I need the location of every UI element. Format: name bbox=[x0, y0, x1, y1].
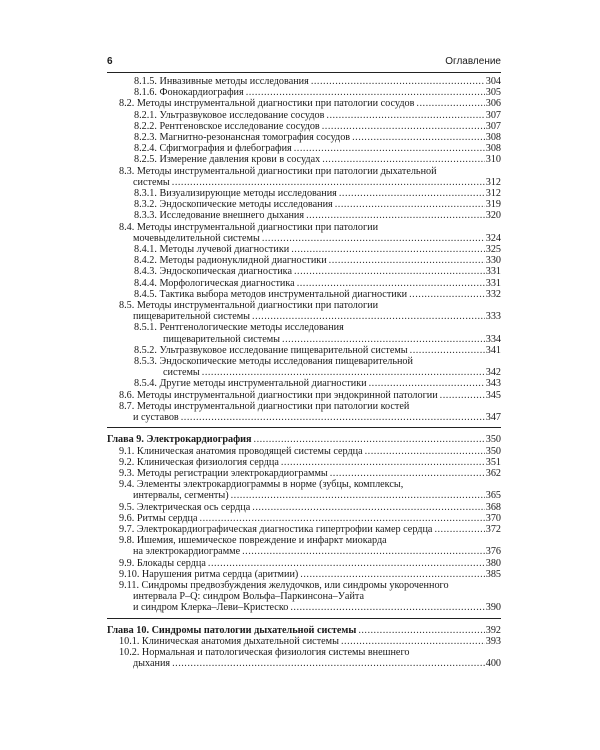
toc-entry[interactable] bbox=[107, 76, 501, 87]
dot-leader bbox=[291, 244, 484, 255]
dot-leader bbox=[339, 188, 485, 199]
toc-entry-title: 8.7. Методы инструментальной диагностики при патологии костей bbox=[119, 400, 410, 412]
toc-entry-title: 9.7. Электрокардиографическая диагностика гипертрофии камер сердца bbox=[119, 523, 433, 535]
dot-leader bbox=[311, 76, 485, 87]
toc-page-number: 362 bbox=[485, 467, 501, 479]
toc-entry[interactable] bbox=[107, 121, 501, 132]
toc-entry-title: 9.11. Синдромы предвозбуждения желудочков, или синдромы укороченного bbox=[119, 579, 449, 591]
toc-page-number: 392 bbox=[485, 624, 501, 636]
toc-entry-title: 8.2.5. Измерение давления крови в сосудах bbox=[134, 154, 321, 166]
running-title: Оглавление bbox=[445, 56, 501, 67]
toc-page-number: 307 bbox=[485, 120, 501, 132]
toc-entry-title: Глава 9. Электрокардиография bbox=[107, 434, 252, 446]
dot-leader bbox=[306, 210, 485, 221]
toc-entry[interactable] bbox=[107, 132, 501, 143]
dot-leader bbox=[208, 558, 485, 569]
chapter-divider bbox=[107, 427, 501, 428]
toc-page-number: 342 bbox=[485, 367, 501, 379]
dot-leader bbox=[341, 636, 485, 647]
toc-entry-title: 8.5. Методы инструментальной диагностики при патологии bbox=[119, 300, 379, 312]
toc-entry[interactable] bbox=[107, 345, 501, 356]
dot-leader bbox=[409, 289, 485, 300]
dot-leader bbox=[294, 143, 485, 154]
dot-leader bbox=[294, 266, 485, 277]
toc-page-number: 343 bbox=[485, 378, 501, 390]
toc-entry-title: 9.8. Ишемия, ишемическое повреждение и инфаркт миокарда bbox=[119, 535, 387, 547]
toc-entry[interactable] bbox=[107, 446, 501, 457]
toc-entry-title: 8.3. Методы инструментальной диагностики при патологии дыхательной bbox=[119, 165, 437, 177]
toc-entry[interactable] bbox=[107, 166, 501, 188]
toc-entry[interactable] bbox=[107, 558, 501, 569]
dot-leader bbox=[365, 446, 485, 457]
toc-entry-title: 8.5.3. Эндоскопические методы исследования пищеварительной bbox=[134, 356, 413, 368]
dot-leader bbox=[281, 457, 485, 468]
toc-entry[interactable] bbox=[107, 110, 501, 121]
toc-entry-title: 8.5.2. Ультразвуковое исследование пищеварительной системы bbox=[134, 344, 408, 356]
toc-page-number: 341 bbox=[485, 344, 501, 356]
toc-entry[interactable] bbox=[107, 513, 501, 524]
toc-entry-title: 9.6. Ритмы сердца bbox=[119, 512, 198, 524]
toc-page-number: 390 bbox=[485, 602, 501, 614]
toc-entry-title: 8.4.2. Методы радионуклидной диагностики bbox=[134, 255, 327, 267]
toc-page-number: 305 bbox=[485, 87, 501, 99]
toc-entry[interactable] bbox=[107, 266, 501, 277]
toc-page-number: 330 bbox=[485, 255, 501, 267]
dot-leader bbox=[434, 524, 484, 535]
toc-entry-title: 8.3.2. Эндоскопические методы исследования bbox=[134, 199, 333, 211]
toc-entry-title: 8.2.2. Рентгеновское исследование сосудов bbox=[134, 120, 320, 132]
dot-leader bbox=[231, 490, 485, 501]
dot-leader bbox=[181, 412, 485, 423]
dot-leader bbox=[242, 546, 485, 557]
toc-entry[interactable] bbox=[107, 535, 501, 557]
toc-page-number: 332 bbox=[485, 288, 501, 300]
toc-entry[interactable] bbox=[107, 390, 501, 401]
toc-entry[interactable] bbox=[107, 322, 501, 344]
toc-entry-title: и суставов bbox=[133, 412, 179, 424]
toc-entry-title: 10.2. Нормальная и патологическая физиология системы внешнего bbox=[119, 646, 410, 658]
toc-entry-title: 9.4. Элементы электрокардиограммы в норме (зубцы, комплексы, bbox=[119, 479, 404, 491]
toc-entry[interactable] bbox=[107, 401, 501, 423]
dot-leader bbox=[416, 98, 484, 109]
toc-entry-title: 9.2. Клиническая физиология сердца bbox=[119, 456, 279, 468]
toc-entry[interactable] bbox=[107, 468, 501, 479]
dot-leader bbox=[262, 233, 485, 244]
dot-leader bbox=[410, 345, 485, 356]
toc-entry-title: интервалы, сегменты) bbox=[133, 490, 229, 502]
toc-entry-title: 8.2. Методы инструментальной диагностики при патологии сосудов bbox=[119, 98, 415, 110]
toc-entry-title: 8.3.1. Визуализирующие методы исследования bbox=[134, 188, 337, 200]
toc-page-number: 350 bbox=[485, 445, 501, 457]
toc-page-number: 320 bbox=[485, 210, 501, 222]
toc-entry-title: Глава 10. Синдромы патологии дыхательной системы bbox=[107, 624, 357, 636]
toc-entry-title: 8.4.3. Эндоскопическая диагностика bbox=[134, 266, 292, 278]
toc-page-number: 310 bbox=[485, 154, 501, 166]
toc-entry[interactable] bbox=[107, 647, 501, 669]
dot-leader bbox=[172, 177, 485, 188]
toc-page-number: 331 bbox=[485, 277, 501, 289]
toc-page-number: 306 bbox=[485, 98, 501, 110]
dot-leader bbox=[200, 513, 485, 524]
toc-entry-title: системы bbox=[163, 367, 200, 379]
toc-entry[interactable] bbox=[107, 502, 501, 513]
dot-leader bbox=[369, 378, 485, 389]
toc-entry[interactable] bbox=[107, 87, 501, 98]
toc-entry[interactable] bbox=[107, 524, 501, 535]
toc-entry[interactable] bbox=[107, 244, 501, 255]
toc-entry-title: 8.1.5. Инвазивные методы исследования bbox=[134, 76, 309, 87]
dot-leader bbox=[352, 132, 485, 143]
dot-leader bbox=[300, 569, 484, 580]
toc-entry-title: 8.5.4. Другие методы инструментальной диагностики bbox=[134, 378, 367, 390]
dot-leader bbox=[252, 311, 485, 322]
toc-entry[interactable] bbox=[107, 98, 501, 109]
toc-page-number: 312 bbox=[485, 188, 501, 200]
toc-entry[interactable] bbox=[107, 569, 501, 580]
running-header bbox=[107, 56, 501, 72]
toc-page-number: 324 bbox=[485, 232, 501, 244]
dot-leader bbox=[326, 110, 484, 121]
toc-entry-title: 8.1.6. Фонокардиография bbox=[134, 87, 244, 99]
toc-page-number: 334 bbox=[485, 333, 501, 345]
toc-entry-title: 8.4.4. Морфологическая диагностика bbox=[134, 277, 295, 289]
dot-leader bbox=[440, 390, 485, 401]
table-of-contents bbox=[107, 76, 501, 669]
toc-entry-title: 8.2.3. Магнитно-резонансная томография сосудов bbox=[134, 132, 351, 144]
dot-leader bbox=[254, 434, 485, 445]
dot-leader bbox=[322, 121, 485, 132]
dot-leader bbox=[358, 625, 484, 636]
toc-page-number: 347 bbox=[485, 412, 501, 424]
dot-leader bbox=[330, 468, 485, 479]
dot-leader bbox=[246, 87, 485, 98]
toc-page-number: 331 bbox=[485, 266, 501, 278]
toc-page-number: 325 bbox=[485, 244, 501, 256]
toc-entry-title: 9.1. Клиническая анатомия проводящей системы сердца bbox=[119, 445, 363, 457]
toc-entry-title: 9.9. Блокады сердца bbox=[119, 557, 206, 569]
toc-entry-title: 8.2.1. Ультразвуковое исследование сосудов bbox=[134, 109, 325, 121]
toc-page-number: 370 bbox=[485, 512, 501, 524]
toc-page-number: 365 bbox=[485, 490, 501, 502]
toc-entry[interactable] bbox=[107, 278, 501, 289]
toc-page-number: 376 bbox=[485, 546, 501, 558]
dot-leader bbox=[252, 502, 484, 513]
dot-leader bbox=[290, 602, 484, 613]
toc-page-number: 400 bbox=[485, 658, 501, 670]
toc-entry-title: на электрокардиограмме bbox=[133, 546, 241, 558]
toc-entry[interactable] bbox=[107, 188, 501, 199]
toc-page-number: 307 bbox=[485, 109, 501, 121]
toc-entry-title: 8.3.3. Исследование внешнего дыхания bbox=[134, 210, 305, 222]
toc-page-number: 308 bbox=[485, 143, 501, 155]
toc-page-number: 312 bbox=[485, 176, 501, 188]
toc-page-number: 308 bbox=[485, 132, 501, 144]
toc-entry[interactable] bbox=[107, 300, 501, 322]
toc-page-number: 350 bbox=[485, 434, 501, 446]
toc-entry[interactable] bbox=[107, 222, 501, 244]
toc-page-number: 368 bbox=[485, 501, 501, 513]
toc-chapter-entry[interactable] bbox=[107, 625, 501, 636]
toc-entry[interactable] bbox=[107, 580, 501, 614]
toc-page-number: 345 bbox=[485, 389, 501, 401]
dot-leader bbox=[282, 334, 485, 345]
dot-leader bbox=[329, 255, 485, 266]
toc-entry-title: дыхания bbox=[133, 658, 171, 670]
toc-entry[interactable] bbox=[107, 636, 501, 647]
dot-leader bbox=[297, 278, 485, 289]
chapter-divider bbox=[107, 618, 501, 619]
toc-page-number: 304 bbox=[485, 76, 501, 87]
dot-leader bbox=[322, 154, 485, 165]
page-number: 6 bbox=[107, 56, 113, 67]
toc-entry-title: пищеварительной системы bbox=[163, 333, 281, 345]
toc-page-number: 333 bbox=[485, 311, 501, 323]
toc-entry-title: 8.5.1. Рентгенологические методы исследования bbox=[134, 322, 344, 334]
toc-entry-title: пищеварительной системы bbox=[133, 311, 251, 323]
toc-entry-title: и синдром Клерка–Леви–Кристеско bbox=[133, 602, 289, 614]
toc-entry-title: 8.4. Методы инструментальной диагностики при патологии bbox=[119, 221, 379, 233]
toc-page-number: 385 bbox=[485, 568, 501, 580]
toc-page-number: 372 bbox=[485, 523, 501, 535]
toc-entry-title: 8.6. Методы инструментальной диагностики при эндокринной патологии bbox=[119, 389, 438, 401]
toc-page-number: 319 bbox=[485, 199, 501, 211]
dot-leader bbox=[202, 367, 485, 378]
header-rule bbox=[107, 72, 501, 73]
toc-entry[interactable] bbox=[107, 199, 501, 210]
toc-entry[interactable] bbox=[107, 289, 501, 300]
toc-entry[interactable] bbox=[107, 479, 501, 501]
toc-entry-title: 8.2.4. Сфигмография и флебография bbox=[134, 143, 292, 155]
toc-page-number: 393 bbox=[485, 635, 501, 647]
toc-entry-title: интервала P–Q: синдром Вольфа–Паркинсона–Уайта bbox=[133, 591, 364, 603]
dot-leader bbox=[172, 658, 485, 669]
toc-entry[interactable] bbox=[107, 210, 501, 221]
toc-entry-title: системы bbox=[133, 176, 170, 188]
toc-entry-title: 10.1. Клиническая анатомия дыхательной системы bbox=[119, 635, 339, 647]
toc-page-number: 380 bbox=[485, 557, 501, 569]
toc-entry-title: мочевыделительной системы bbox=[133, 232, 260, 244]
toc-chapter-entry[interactable] bbox=[107, 434, 501, 445]
toc-entry[interactable] bbox=[107, 255, 501, 266]
toc-entry[interactable] bbox=[107, 457, 501, 468]
toc-entry[interactable] bbox=[107, 378, 501, 389]
toc-entry[interactable] bbox=[107, 143, 501, 154]
dot-leader bbox=[335, 199, 485, 210]
toc-entry-title: 9.10. Нарушения ритма сердца (аритмии) bbox=[119, 568, 299, 580]
toc-page-number: 351 bbox=[485, 456, 501, 468]
toc-entry[interactable] bbox=[107, 356, 501, 378]
toc-entry-title: 9.3. Методы регистрации электрокардиограммы bbox=[119, 467, 328, 479]
toc-entry-title: 9.5. Электрическая ось сердца bbox=[119, 501, 251, 513]
toc-entry-title: 8.4.1. Методы лучевой диагностики bbox=[134, 244, 290, 256]
toc-entry[interactable] bbox=[107, 154, 501, 165]
toc-entry-title: 8.4.5. Тактика выбора методов инструментальной диагностики bbox=[134, 288, 408, 300]
